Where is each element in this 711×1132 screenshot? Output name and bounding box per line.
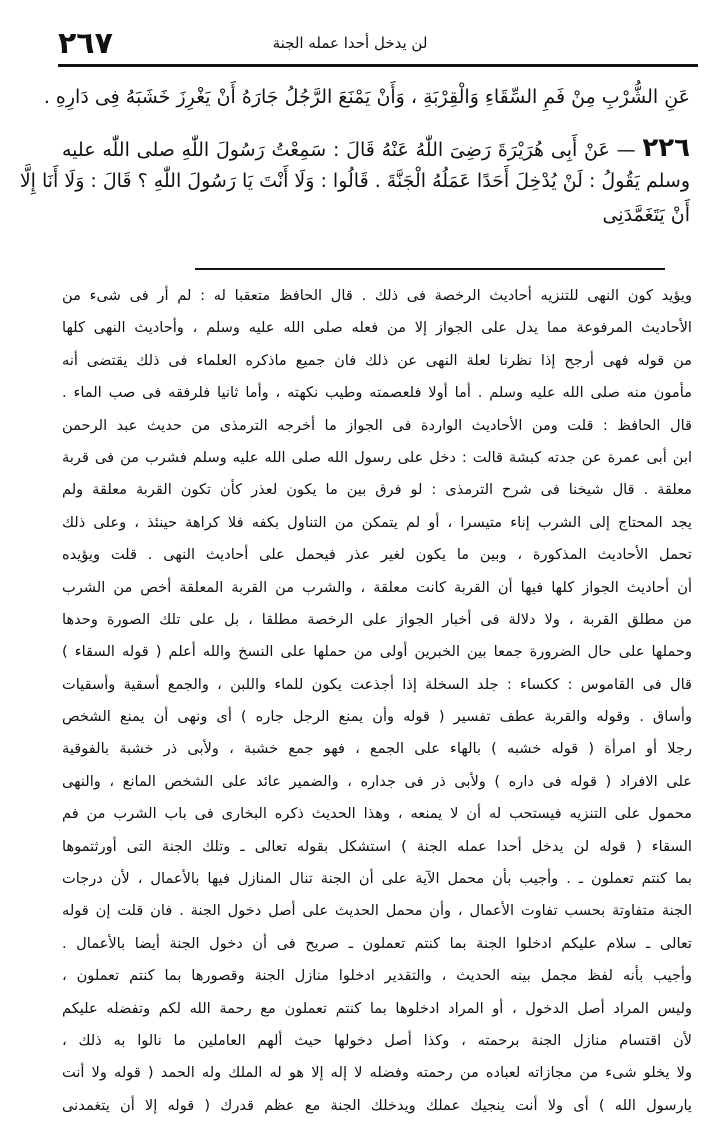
header-rule xyxy=(58,64,698,67)
commentary-line: وليس المراد أصل الدخول ، أو المراد ادخلوها بما كنتم تعملون مع رحمة الله لكم وتفضله عليكم xyxy=(62,999,692,1017)
commentary-line: تعالى ـ سلام عليكم ادخلوا الجنة بما كنتم تعملون ـ صريح فى أن دخول الجنة أيضا بالأعمال . xyxy=(62,934,692,952)
commentary-line: بما كنتم تعملون ـ . وأجيب بأن محمل الآية على أن الجنة تنال المنازل فيها بالأعمال ، لأن درجات xyxy=(62,870,692,888)
commentary-line: أن أحاديث الجواز كلها فيها أن القربة كانت معلقة ، والشرب من القربة المعلقة أخص من الشرب xyxy=(62,578,692,596)
commentary-line: الأحاديث المرفوعة مما يدل على الجواز إلا من فعله صلى الله عليه وسلم ، وأحاديث النهى كلها xyxy=(62,319,692,337)
commentary-line: يارسول الله ) أى ولا أنت ينجيك عملك ويدخلك الجنة مع عظم قدرك ( قوله إلا أن يتغمدنى xyxy=(62,1096,692,1114)
commentary-line: السقاء ( قوله لن يدخل أحدا عمله الجنة ) استشكل بقوله تعالى ـ وتلك الجنة التى أورثتموها xyxy=(62,837,692,855)
commentary-line: وحملها على حال الضرورة جمعا بين الخبرين أولى من حملها على النسخ والله أعلم ( قوله السقاء ) xyxy=(62,643,692,661)
hadith-number: ٢٢٦ xyxy=(642,133,690,163)
hadith-line: عَنِ الشُّرْبِ مِنْ فَمِ السِّقَاءِ وَالْقِرْبَةِ ، وَأَنْ يَمْنَعَ الرَّجُلُ جَارَهُ أَنْ يَغْرِزَ خَشَبَهُ فِى دَارِهِ . xyxy=(43,86,690,108)
hadith-line xyxy=(62,133,690,163)
running-title: لن يدخل أحدا عمله الجنة xyxy=(272,34,428,52)
commentary-line: وأساق . وقوله والقربة عطف تفسير ( قوله وأن يمنع الرجل جاره ) أى ونهى أن يمنع الشخص xyxy=(62,708,692,726)
commentary-line: الجنة متفاوتة بحسب تفاوت الأعمال ، وأن محمل الحديث على أصل دخول الجنة . فان قلت إن قوله xyxy=(62,902,692,920)
commentary-line: يجد المحتاج إلى الشرب إناء متيسرا ، أو لم يتمكن من التناول بكفه فلا كراهة حينئذ ، وعلى ذلك xyxy=(62,513,692,531)
commentary-line: مأمون منه صلى الله عليه وسلم . أما أولا فلعصمته وطيب نكهته ، وأما ثانيا فلرفقه فى صب الماء . xyxy=(62,384,692,402)
hadith-line: أَنْ يَتَغَمَّدَنِى xyxy=(602,204,690,226)
commentary-line: محمول على التنزيه فيستحب له أن لا يمنعه ، وهذا الحديث ذكره البخارى فى باب الشرب من فم xyxy=(62,805,692,823)
commentary-line: قال الحافظ : قلت ومن الأحاديث الواردة فى الجواز ما أخرجه الترمذى من حديث عبد الرحمن xyxy=(62,416,692,434)
commentary-line: من قوله فهى أرجح إذا نظرنا لعلة النهى عن ذلك فان جميع ماذكره العلماء فى ذلك يقتضى أنه xyxy=(62,351,692,369)
commentary-line: ويؤيد كون النهى للتنزيه أحاديث الرخصة فى ذلك . قال الحافظ متعقبا له : لم أر فى شىء من xyxy=(62,287,692,304)
commentary-line: معلقة . قال شيخنا فى شرح الترمذى : لو فرق بين ما يكون لعذر كأن تكون القربة معلقة ولم xyxy=(62,481,692,499)
footnote-separator xyxy=(195,268,665,270)
commentary-line: تحمل الأحاديث المذكورة ، وبين ما يكون لغير عذر فيحمل على أحاديث النهى . قلت ويؤيده xyxy=(62,546,692,564)
hadith-line-text: — عَنْ أَبِى هُرَيْرَةَ رَضِىَ اللّٰهُ عَنْهُ قَالَ : سَمِعْتُ رَسُولَ اللّٰهِ صلى اللّٰه عليه xyxy=(62,139,636,161)
commentary-line: وأجيب بأنه لفظ مجمل بينه الحديث ، والتقدير ادخلوا منازل الجنة وقصورها بما كنتم تعملون ، xyxy=(62,967,692,985)
commentary-line: قال فى القاموس : ككساء : جلد السخلة إذا أجذعت يكون للماء واللبن ، والجمع أسقية وأسقيات xyxy=(62,675,692,693)
commentary-line: ولا يخلو شىء من مجازاته لعباده من رحمته وفضله لا إله إلا هو له الملك وله الحمد ( قوله ولا أنت xyxy=(62,1064,692,1082)
commentary-line: ابن أبى عمرة عن جدته كبشة قالت : دخل على رسول الله صلى الله عليه وسلم فشرب من فى قربة xyxy=(62,448,692,466)
hadith-line: وسلم يَقُولُ : لَنْ يُدْخِلَ أَحَدًا عَمَلُهُ الْجَنَّةَ . قَالُوا : وَلَا أَنْتَ يَا رَسُولَ اللّٰهِ ؟ قَالَ : وَلَا أَنَا إِلَّا xyxy=(19,170,690,192)
commentary-line: من مطلق القربة ، ولا دلالة فى أخبار الجواز على الرخصة مطلقا ، بل على تلك الصورة وحدها xyxy=(62,610,692,628)
commentary xyxy=(62,284,692,1126)
commentary-line: رجلا أو امرأة ( قوله خشبه ) بالهاء على الجمع ، فهو جمع خشبة ، ولأبى ذر خشبة بالفوقية xyxy=(62,740,692,758)
commentary-line: لأن اقتسام منازل الجنة برحمته ، وكذا أصل دخولها حيث ألهم العاملين ما نالوا به ذلك ، xyxy=(62,1031,692,1049)
commentary-line: على الافراد ( قوله فى داره ) ولأبى ذر فى جداره ، والضمير عائد على الشخص المانع ، والنهى xyxy=(62,772,692,790)
page-number: ٢٦٧ xyxy=(58,26,113,61)
